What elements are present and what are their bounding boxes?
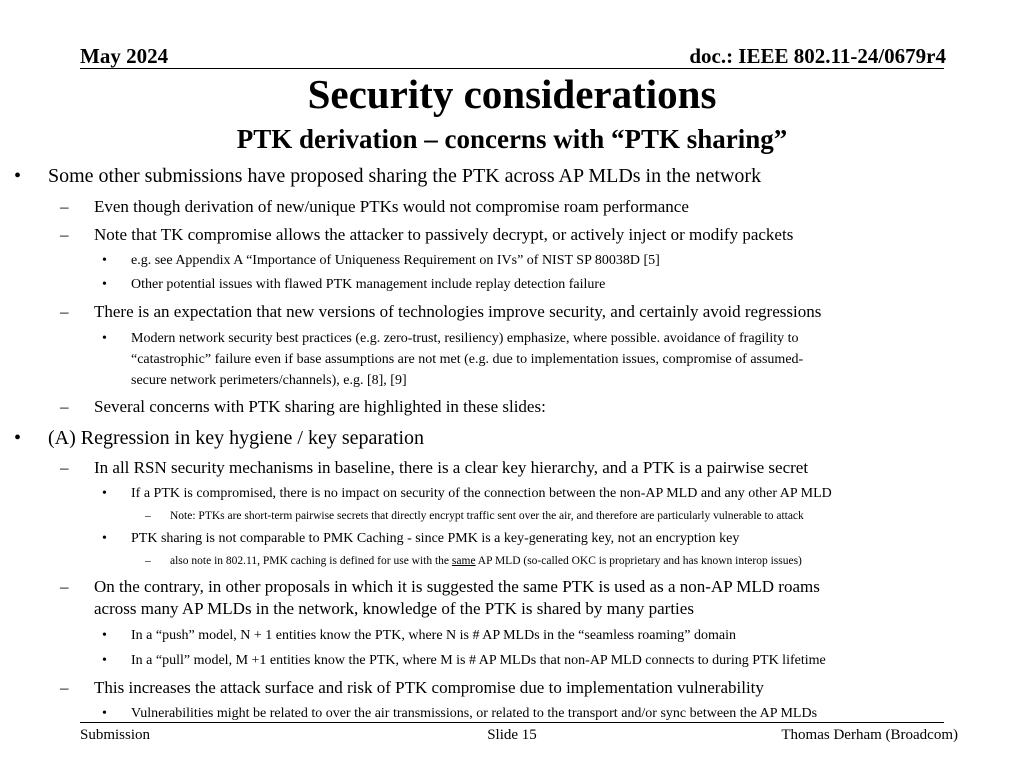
sub-sub-item-text: “catastrophic” failure even if base assumptions are not met (e.g. due to implementation issues, compromise of assumed- xyxy=(131,352,804,367)
bullet-marker: • xyxy=(102,486,107,501)
sub-item xyxy=(60,677,764,699)
sub-sub-item-text: Other potential issues with flawed PTK management include replay detection failure xyxy=(131,277,606,292)
sub-sub-item xyxy=(102,250,660,271)
header-doc-number: doc.: IEEE 802.11-24/0679r4 xyxy=(689,44,946,68)
dash-marker: – xyxy=(60,458,69,477)
sub-sub-item-text: PTK sharing is not comparable to PMK Caching - since PMK is a key-generating key, not an encryption key xyxy=(131,531,740,546)
sub-sub-item-text: If a PTK is compromised, there is no impact on security of the connection between the non-AP MLD and any other AP MLD xyxy=(131,486,832,501)
footer-submission: Submission xyxy=(80,727,151,743)
slide-subtitle: PTK derivation – concerns with “PTK sharing” xyxy=(236,124,788,154)
detail-item xyxy=(145,553,802,569)
bullet-text: Some other submissions have proposed sharing the PTK across AP MLDs in the network xyxy=(48,165,762,187)
bullet-marker: • xyxy=(102,277,107,292)
sub-item-text: On the contrary, in other proposals in which it is suggested the same PTK is used as a non-AP MLD roams xyxy=(94,577,820,596)
detail-item-text: Note: PTKs are short-term pairwise secrets that directly encrypt traffic sent over the air, and therefore are particularly vulnerable to attack xyxy=(170,510,804,522)
sub-item-text: across many AP MLDs in the network, knowledge of the PTK is shared by many parties xyxy=(94,599,694,618)
sub-item xyxy=(60,576,820,620)
sub-sub-item xyxy=(102,625,736,646)
sub-item xyxy=(60,224,794,246)
sub-item-text: Note that TK compromise allows the attacker to passively decrypt, or actively inject or modify packets xyxy=(94,225,794,244)
sub-sub-item xyxy=(102,528,740,549)
detail-item-text-start: also note in 802.11, PMK caching is defined for use with the xyxy=(170,555,452,567)
footer-rule xyxy=(80,722,944,723)
sub-sub-item-text: Vulnerabilities might be related to over the air transmissions, or related to the transport and/or sync between the AP MLDs xyxy=(131,706,818,721)
detail-item xyxy=(145,508,804,524)
sub-sub-item-text: e.g. see Appendix A “Importance of Uniqueness Requirement on IVs” of NIST SP 80038D [5] xyxy=(131,253,660,268)
dash-marker: – xyxy=(60,397,69,416)
sub-sub-item-text: In a “push” model, N + 1 entities know the PTK, where N is # AP MLDs in the “seamless roaming” domain xyxy=(131,628,736,643)
bullet-marker: • xyxy=(14,427,22,449)
bullet-item xyxy=(14,426,425,450)
sub-sub-item-text: In a “pull” model, M +1 entities know the PTK, where M is # AP MLDs that non-AP MLD connects to during PTK lifetime xyxy=(131,653,826,668)
bullet-marker: • xyxy=(102,253,107,268)
sub-item xyxy=(60,196,689,218)
sub-sub-item-text: secure network perimeters/channels), e.g. [8], [9] xyxy=(131,373,407,388)
sub-sub-item xyxy=(102,483,832,504)
bullet-marker: • xyxy=(102,531,107,546)
sub-item xyxy=(60,396,546,418)
dash-marker: – xyxy=(60,197,69,216)
dash-marker: – xyxy=(60,577,69,596)
dash-marker: – xyxy=(60,302,69,321)
header-date: May 2024 xyxy=(80,44,169,68)
bullet-marker: • xyxy=(102,628,107,643)
detail-item-text-end: AP MLD (so-called OKC is proprietary and has known interop issues) xyxy=(475,555,802,567)
sub-sub-item-text: Modern network security best practices (e.g. zero-trust, resiliency) emphasize, where possible. avoidance of fragility to xyxy=(131,331,799,346)
bullet-item xyxy=(14,164,762,188)
bullet-text: (A) Regression in key hygiene / key separation xyxy=(48,427,425,449)
sub-item-text: This increases the attack surface and risk of PTK compromise due to implementation vulnerability xyxy=(94,678,764,697)
sub-sub-item xyxy=(102,703,818,724)
header-rule xyxy=(80,68,944,69)
bullet-marker: • xyxy=(102,706,107,721)
bullet-marker: • xyxy=(102,653,107,668)
footer-author: Thomas Derham (Broadcom) xyxy=(781,727,958,743)
dash-marker: – xyxy=(60,225,69,244)
sub-item-text: Even though derivation of new/unique PTKs would not compromise roam performance xyxy=(94,197,689,216)
sub-sub-item xyxy=(102,650,826,671)
emphasis-same: same xyxy=(451,555,476,567)
dash-marker: – xyxy=(60,678,69,697)
sub-item-text: In all RSN security mechanisms in baseline, there is a clear key hierarchy, and a PTK is a pairwise secret xyxy=(94,458,809,477)
sub-sub-item xyxy=(102,328,804,391)
sub-item-text: There is an expectation that new versions of technologies improve security, and certainly avoid regressions xyxy=(94,302,822,321)
dash-marker: – xyxy=(145,555,151,567)
sub-item xyxy=(60,301,822,323)
slide-title: Security considerations xyxy=(307,71,717,117)
bullet-marker: • xyxy=(14,165,22,187)
footer-slide-number: Slide 15 xyxy=(487,727,537,743)
sub-sub-item xyxy=(102,274,606,295)
sub-item xyxy=(60,457,809,479)
dash-marker: – xyxy=(145,510,151,522)
sub-item-text: Several concerns with PTK sharing are highlighted in these slides: xyxy=(94,397,546,416)
bullet-marker: • xyxy=(102,331,107,346)
